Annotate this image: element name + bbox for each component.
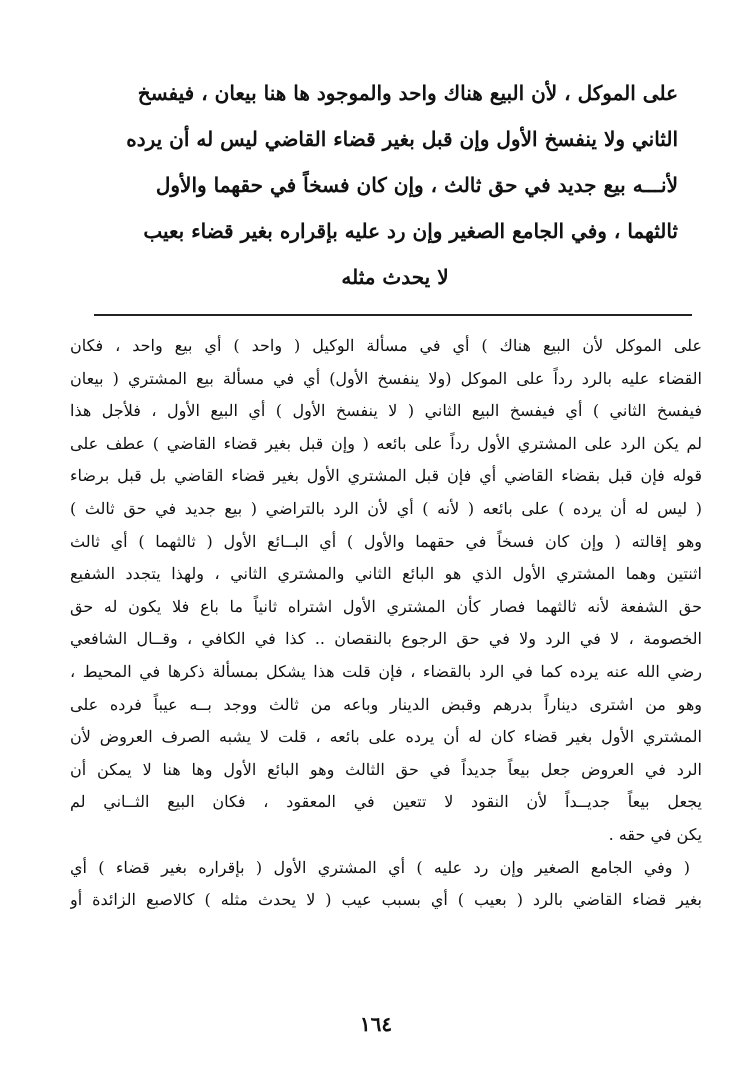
commentary-line: يجعل بيعاً جديــداً لأن النقود لا تتعين في المعقود ، فكان البيع الثــاني لم [70, 792, 702, 812]
main-text-line: على الموكل ، لأن البيع هناك واحد والموجود ها هنا بيعان ، فيفسخ [137, 81, 678, 105]
commentary-line: بغير قضاء القاضي بالرد ( بعيب ) أي بسبب عيب ( لا يحدث مثله ) كالاصبع الزائدة أو [70, 890, 702, 910]
commentary-block [70, 330, 702, 917]
main-text-line: لا يحدث مثله [341, 265, 449, 289]
commentary-line: الرد في العروض جعل بيعاً جديداً في حق الثالث وهو البائع الأول وها هنا لا يمكن أن [70, 759, 702, 779]
commentary-line: وهو من اشترى ديناراً بدرهم وقبض الدينار وباعه من ثالث ووجد بــه عيباً فرده على [70, 694, 702, 714]
commentary-line: وهو إقالته ( وإن كان فسخاً في حقهما والأول ) أي البــائع الأول ( ثالثهما ) أي ثالث [70, 531, 702, 551]
commentary-line: المشتري الأول بغير قضاء كان له أن يرده على بائعه ، قلت لا يشبه الصرف العروض لأن [70, 727, 702, 747]
commentary-line: لم يكن الرد على المشتري الأول رداً على بائعه ( وإن قبل بغير قضاء القاضي ) عطف على [70, 433, 702, 453]
section-divider [94, 314, 692, 316]
commentary-line: يكن في حقه . [608, 824, 702, 844]
commentary-line: ( وفي الجامع الصغير وإن رد عليه ) أي المشتري الأول ( بإقراره بغير قضاء ) أي [70, 857, 690, 877]
main-text-line: لأنـــه بيع جديد في حق ثالث ، وإن كان فسخاً في حقهما والأول [155, 173, 678, 197]
commentary-line: حق الشفعة لأنه ثالثهما فصار كأن المشتري الأول اشتراه ثانياً ما باع فلا يكون له حق [70, 596, 702, 616]
commentary-line: رضي الله عنه يرده كما في الرد بالقضاء ، فإن قلت هذا يشكل بمسألة ذكرها في المحيط ، [70, 661, 702, 681]
main-text-block [112, 70, 678, 300]
commentary-line: القضاء عليه بالرد رداً على الموكل (ولا ينفسخ الأول) أي في مسألة بيع المشتري ( بيعان [70, 368, 702, 388]
page-number: ١٦٤ [359, 1012, 393, 1036]
commentary-line: على الموكل لأن البيع هناك ) أي في مسألة الوكيل ( واحد ) أي بيع واحد ، فكان [70, 336, 702, 355]
main-text-line: ثالثهما ، وفي الجامع الصغير وإن رد عليه بإقراره بغير قضاء بعيب [143, 219, 678, 243]
commentary-line: ( ليس له أن يرده ) على بائعه ( لأنه ) أي لأن الرد بالتراضي ( بيع جديد في حق ثالث ) [70, 498, 702, 518]
commentary-line: قوله فإن قبل بقضاء القاضي أي فإن قبل المشتري الأول بغير قضاء القاضي بل قبل برضاء [70, 466, 702, 486]
commentary-line: اثنتين وهما المشتري الأول الذي هو البائع الثاني والمشتري الثاني ، ولهذا يتجدد الشفيع [70, 564, 702, 584]
commentary-line: الخصومة ، لا في الرد ولا في حق الرجوع بالنقصان .. كذا في الكافي ، وقــال الشافعي [70, 629, 702, 649]
commentary-line: فيفسخ الثاني ) أي فيفسخ البيع الثاني ( لا ينفسخ الأول ) أي البيع الأول ، فلأجل هذا [70, 401, 702, 421]
main-text-line: الثاني ولا ينفسخ الأول وإن قبل بغير قضاء القاضي ليس له أن يرده [126, 127, 678, 151]
